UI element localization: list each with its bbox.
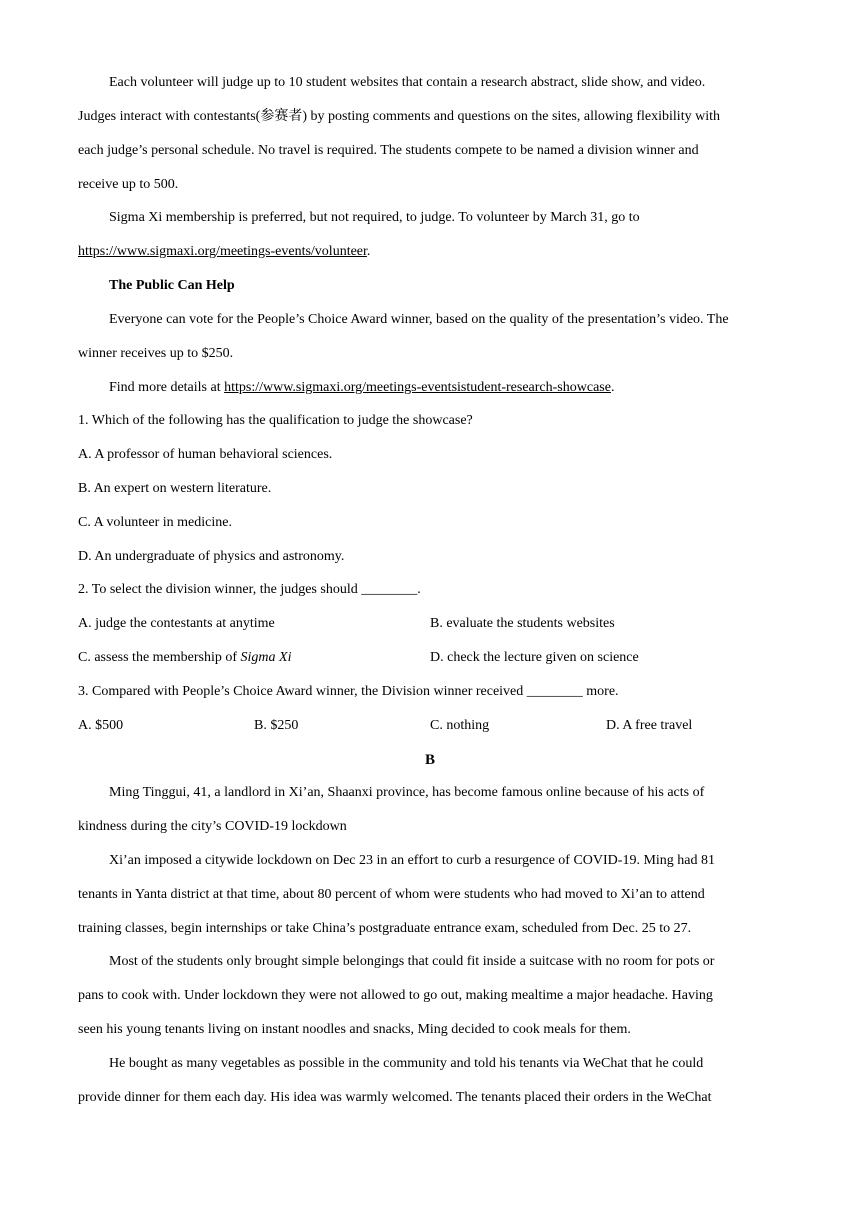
volunteer-link[interactable]: https://www.sigmaxi.org/meetings-events/volunteer [78,244,367,259]
passage-a-p3-line2: winner receives up to $250. [78,346,234,361]
link-period: . [610,380,615,395]
passage-a-p2-line2 [78,243,370,261]
question-3-option-c: C. nothing [430,718,490,733]
passage-b-p2-line1: Xi’an imposed a citywide lockdown on Dec 23 in an effort to curb a resurgence of COVID-19. Ming had 81 [109,853,715,868]
question-1-option-d: D. An undergraduate of physics and astronomy. [78,549,345,564]
showcase-link[interactable]: https://www.sigmaxi.org/meetings-eventsistudent-research-showcase [224,380,611,395]
passage-b-p3-line3: seen his young tenants living on instant noodles and snacks, Ming decided to cook meals for them. [78,1022,631,1037]
option-c-prefix: C. assess the membership of [78,650,241,665]
question-1-option-b: B. An expert on western literature. [78,481,272,496]
question-2-option-a: A. judge the contestants at anytime [78,616,275,631]
question-2-option-c [78,649,291,667]
question-3-option-a: A. $500 [78,718,124,733]
question-2-option-b: B. evaluate the students websites [430,616,615,631]
details-prefix: Find more details at [109,380,225,395]
passage-a-p2-line1: Sigma Xi membership is preferred, but not required, to judge. To volunteer by March 31, go to [109,210,640,225]
question-2: 2. To select the division winner, the judges should ________. [78,582,421,597]
passage-b-p4-line2: provide dinner for them each day. His idea was warmly welcomed. The tenants placed their orders in the WeChat [78,1090,712,1105]
passage-a-p3-line1: Everyone can vote for the People’s Choice Award winner, based on the quality of the presentation’s video. The [109,312,729,327]
passage-a-p1-line1: Each volunteer will judge up to 10 student websites that contain a research abstract, slide show, and video. [109,75,706,90]
question-1-option-a: A. A professor of human behavioral sciences. [78,447,333,462]
passage-a-p1-line4: receive up to 500. [78,177,179,192]
passage-a-p4 [109,379,614,397]
passage-b-p3-line2: pans to cook with. Under lockdown they were not allowed to go out, making mealtime a major headache. Having [78,988,713,1003]
section-label-b: B [424,752,435,768]
question-3: 3. Compared with People’s Choice Award winner, the Division winner received ________ more. [78,684,619,699]
question-2-option-d: D. check the lecture given on science [430,650,639,665]
passage-b-p2-line3: training classes, begin internships or take China’s postgraduate entrance exam, scheduled from Dec. 25 to 27. [78,921,692,936]
passage-b-p4-line1: He bought as many vegetables as possible in the community and told his tenants via WeChat that he could [109,1056,704,1071]
passage-b-p1-line2: kindness during the city’s COVID-19 lockdown [78,819,347,834]
question-3-option-b: B. $250 [254,718,299,733]
question-3-option-d: D. A free travel [606,718,693,733]
option-c-italic: Sigma Xi [240,650,292,665]
link-period: . [366,244,371,259]
passage-a-p1-line2: Judges interact with contestants(参赛者) by posting comments and questions on the sites, allowing flexibility with [78,109,720,124]
question-1: 1. Which of the following has the qualification to judge the showcase? [78,413,473,428]
question-1-option-c: C. A volunteer in medicine. [78,515,232,530]
passage-b-p2-line2: tenants in Yanta district at that time, about 80 percent of whom were students who had moved to Xi’an to attend [78,887,705,902]
passage-b-p3-line1: Most of the students only brought simple belongings that could fit inside a suitcase with no room for pots or [109,954,715,969]
passage-a-p1-line3: each judge’s personal schedule. No travel is required. The students compete to be named a division winner and [78,143,699,158]
section-heading-public-can-help: The Public Can Help [109,278,235,293]
passage-b-p1-line1: Ming Tinggui, 41, a landlord in Xi’an, Shaanxi province, has become famous online because of his acts of [109,785,705,800]
